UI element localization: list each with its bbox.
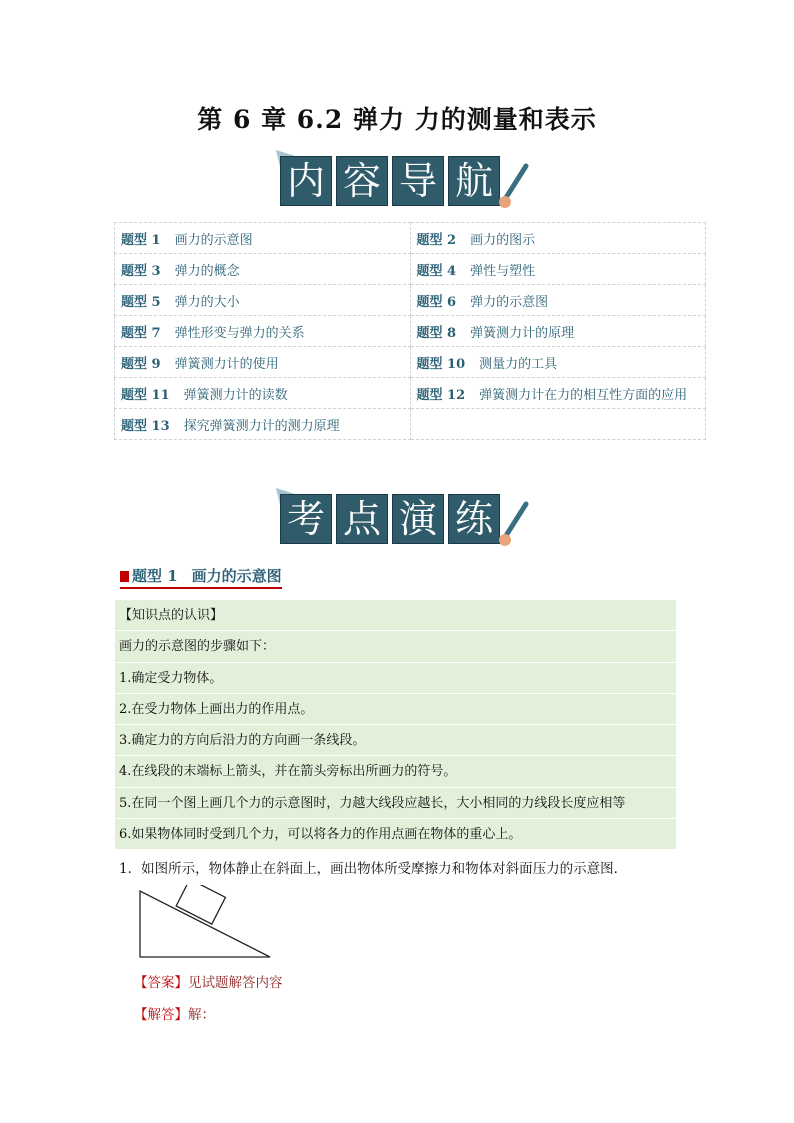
knowledge-box xyxy=(115,600,676,850)
nav-cell[interactable] xyxy=(115,254,411,285)
page-title: 第 6 章 6.2 弹力 力的测量和表示 xyxy=(197,105,597,134)
nav-item-number: 题型 9 xyxy=(121,356,161,372)
nav-row xyxy=(115,285,706,316)
nav-item-number: 题型 3 xyxy=(121,263,161,279)
banner-char: 内 xyxy=(280,156,332,206)
nav-item-number: 题型 2 xyxy=(416,232,457,248)
nav-item-number: 题型 8 xyxy=(416,325,457,341)
knowledge-intro: 画力的示意图的步骤如下： xyxy=(115,631,676,662)
solution-line xyxy=(134,1003,215,1023)
section-number: 题型 1 xyxy=(132,567,178,585)
section-heading xyxy=(120,565,282,589)
nav-item-label: 测量力的工具 xyxy=(479,356,558,372)
nav-row xyxy=(115,378,706,409)
solution-text: 解： xyxy=(188,1007,215,1023)
nav-item-label: 弹力的大小 xyxy=(174,294,240,310)
banner-char: 演 xyxy=(392,494,444,544)
nav-cell[interactable] xyxy=(115,316,411,347)
nav-item-label: 弹簧测力计的原理 xyxy=(470,325,575,341)
nav-item-label: 弹簧测力计在力的相互性方面的应用 xyxy=(479,387,688,403)
nav-item-label: 弹簧测力计的读数 xyxy=(183,387,288,403)
nav-item-number: 题型 12 xyxy=(416,387,466,403)
knowledge-header: 【知识点的认识】 xyxy=(115,600,676,631)
nav-cell[interactable] xyxy=(115,347,411,378)
nav-row xyxy=(115,254,706,285)
nav-item-number: 题型 7 xyxy=(121,325,161,341)
knowledge-step: 1.确定受力物体。 xyxy=(115,663,676,694)
nav-item-number: 题型 11 xyxy=(121,387,170,403)
brush-icon xyxy=(496,152,532,212)
banner-char: 航 xyxy=(448,156,500,206)
nav-row xyxy=(115,223,706,254)
nav-cell[interactable] xyxy=(410,223,706,254)
nav-item-number: 题型 4 xyxy=(416,263,457,279)
nav-cell[interactable] xyxy=(410,254,706,285)
nav-item-label: 探究弹簧测力计的测力原理 xyxy=(183,418,340,434)
nav-item-number: 题型 10 xyxy=(416,356,466,372)
nav-row xyxy=(115,347,706,378)
nav-cell[interactable] xyxy=(410,347,706,378)
nav-row xyxy=(115,409,706,440)
knowledge-step: 2.在受力物体上画出力的作用点。 xyxy=(115,694,676,725)
nav-cell[interactable] xyxy=(410,285,706,316)
nav-cell xyxy=(410,409,706,440)
nav-cell[interactable] xyxy=(115,378,411,409)
nav-item-number: 题型 1 xyxy=(121,232,161,248)
brush-icon xyxy=(496,490,532,550)
answer-tag: 【答案】 xyxy=(134,975,188,991)
answer-line xyxy=(134,971,283,991)
nav-item-label: 弹力的示意图 xyxy=(470,294,549,310)
nav-item-number: 题型 6 xyxy=(416,294,457,310)
nav-table xyxy=(114,222,706,440)
nav-item-label: 弹性与塑性 xyxy=(470,263,536,279)
knowledge-step: 6.如果物体同时受到几个力，可以将各力的作用点画在物体的重心上。 xyxy=(115,819,676,850)
nav-item-label: 画力的图示 xyxy=(470,232,536,248)
question-text: 1．如图所示，物体静止在斜面上，画出物体所受摩擦力和物体对斜面压力的示意图． xyxy=(119,861,628,877)
banner-char: 导 xyxy=(392,156,444,206)
banner-char: 考 xyxy=(280,494,332,544)
nav-item-label: 弹性形变与弹力的关系 xyxy=(174,325,305,341)
nav-item-label: 画力的示意图 xyxy=(174,232,253,248)
banner-char: 练 xyxy=(448,494,500,544)
nav-cell[interactable] xyxy=(115,409,411,440)
nav-item-number: 题型 5 xyxy=(121,294,161,310)
knowledge-step: 4.在线段的末端标上箭头，并在箭头旁标出所画力的符号。 xyxy=(115,756,676,787)
section-label: 画力的示意图 xyxy=(191,567,282,585)
nav-banner xyxy=(272,148,532,208)
knowledge-step: 5.在同一个图上画几个力的示意图时，力越大线段应越长，大小相同的力线段长度应相等 xyxy=(115,788,676,819)
knowledge-step: 3.确定力的方向后沿力的方向画一条线段。 xyxy=(115,725,676,756)
nav-cell[interactable] xyxy=(410,316,706,347)
nav-row xyxy=(115,316,706,347)
square-marker-icon xyxy=(120,571,129,582)
nav-cell[interactable] xyxy=(410,378,706,409)
incline-figure xyxy=(138,885,278,960)
nav-item-number: 题型 13 xyxy=(121,418,170,434)
banner-char: 点 xyxy=(336,494,388,544)
solution-tag: 【解答】 xyxy=(134,1007,188,1023)
nav-item-label: 弹簧测力计的使用 xyxy=(174,356,279,372)
nav-cell[interactable] xyxy=(115,223,411,254)
answer-text: 见试题解答内容 xyxy=(188,975,283,991)
banner-char: 容 xyxy=(336,156,388,206)
nav-cell[interactable] xyxy=(115,285,411,316)
practice-banner xyxy=(272,486,532,546)
nav-item-label: 弹力的概念 xyxy=(174,263,240,279)
